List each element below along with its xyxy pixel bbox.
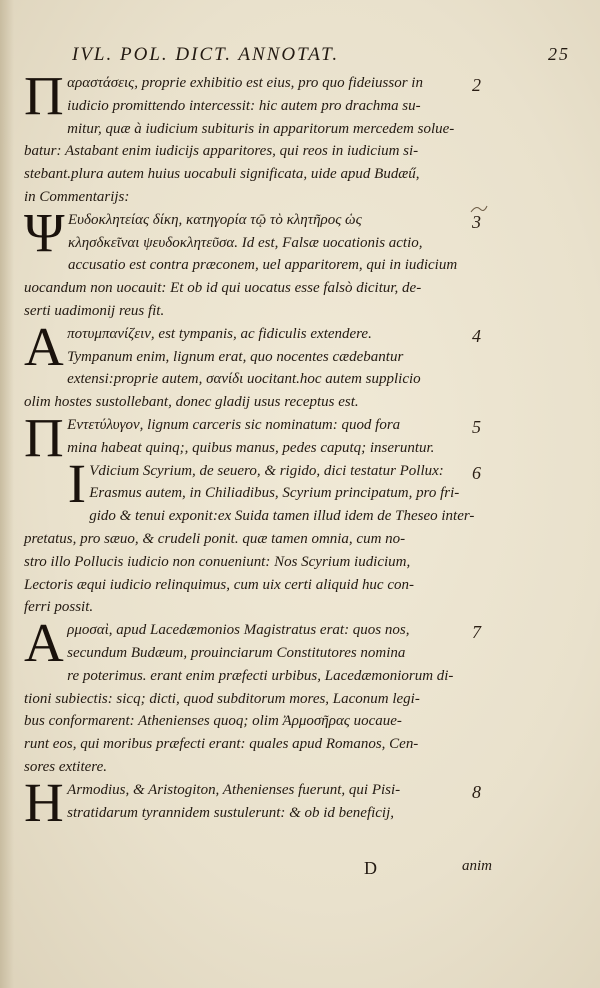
text-line: Armodius, & Aristogiton, Athenienses fuerunt, qui Pisi-	[67, 780, 401, 798]
drop-cap: A	[24, 612, 64, 674]
text-line: accusatio est contra præconem, uel apparitorem, qui in iudicium	[68, 256, 458, 274]
page-footer	[24, 858, 494, 880]
text-line: κλησδκεῖναι ψευδοκλητεῦσα. Id est, Falsæ uocationis actio,	[68, 233, 423, 251]
body-text	[24, 65, 494, 833]
drop-cap: A	[24, 315, 64, 377]
text-line: mina habeat quinq;, quibus manus, pedes caputq; inseruntur.	[67, 438, 435, 456]
text-line: Vdicium Scyrium, de seuero, & rigido, dici testatur Pollux:	[89, 461, 444, 479]
text-line: runt eos, qui moribus præfecti erant: quales apud Romanos, Cen-	[24, 735, 419, 753]
text-line: uocandum non uocauit: Et ob id qui uocatus esse falsò dicitur, de-	[24, 279, 422, 297]
text-line: mitur, quæ à iudicium subituris in apparitorum mercedem solue-	[67, 119, 455, 137]
entry	[24, 406, 494, 468]
page-gutter-shadow	[0, 0, 14, 988]
entry	[24, 612, 494, 779]
drop-cap: Π	[24, 406, 64, 468]
drop-cap: Ψ	[24, 201, 65, 263]
page-number: 25	[548, 44, 570, 64]
text-line: stro illo Pollucis iudicio non conueniunt: Nos Scyrium iudicium,	[24, 552, 411, 570]
drop-cap: Π	[24, 65, 64, 126]
text-line: re poterimus. erant enim præfecti urbibus, Lacedæmoniorum di-	[67, 666, 454, 684]
drop-cap: H	[24, 771, 64, 833]
text-line: secundum Budæum, prouinciarum Constitutores nomina	[67, 643, 406, 661]
text-line: Ευδοκλητείας δίκη, κατηγορία τῷ τὸ κλητῆρος ὡς	[68, 210, 362, 228]
margin-number: 5	[472, 416, 481, 437]
entry	[24, 452, 494, 620]
text-line: in Commentarijs:	[24, 187, 130, 205]
margin-number: 6	[472, 462, 481, 483]
text-line: iudicio promittendo intercessit: hic autem pro drachma su-	[67, 96, 421, 114]
text-line: αραστάσεις, proprie exhibitio est eius, pro quo fideiussor in	[67, 74, 423, 91]
margin-number: 2	[472, 75, 481, 95]
text-line: ποτυμπανίζειν, est tympanis, ac fidiculis extendere.	[67, 324, 372, 342]
text-line: Εντετύλυγον, lignum carceris sic nominatum: quod fora	[67, 415, 401, 433]
margin-number: 8	[472, 781, 481, 802]
entry	[24, 201, 494, 323]
text-line: tioni subiectis: sicq; dicti, quod subditorum mores, Laconum legi-	[24, 689, 420, 707]
catchword: anim	[462, 858, 492, 874]
entry	[24, 771, 494, 833]
text-line: gido & tenui exponit:ex Suida tamen illud idem de Theseo inter-	[89, 507, 475, 525]
text-line: sores extitere.	[24, 757, 107, 775]
running-title: IVL. POL. DICT. ANNOTAT.	[72, 44, 340, 65]
text-line: Tympanum enim, lignum erat, quo nocentes cædebantur	[67, 347, 404, 365]
text-line: Lectoris æqui iudicio relinquimus, cum uix certi aliquid huc con-	[24, 575, 414, 593]
signature-mark: D	[364, 858, 377, 878]
text-line: stebant.plura autem huius uocabuli significata, uide apud Budæű,	[24, 165, 420, 183]
text-line: batur: Astabant enim iudicijs apparitores, qui reos in iudicium si-	[24, 142, 419, 160]
margin-number: 7	[472, 622, 481, 643]
text-line: pretatus, pro sæuo, & crudeli ponit. quæ tamen omnia, cum no-	[24, 529, 406, 547]
text-line: extensi:proprie autem, σανίδι uocitant.hoc autem supplicio	[67, 370, 421, 388]
text-line: stratidarum tyrannidem sustulerunt: & ob id beneficij,	[67, 803, 395, 821]
drop-cap: I	[67, 452, 87, 514]
entry	[24, 65, 494, 209]
text-line: bus conformarent: Athenienses quoq; olim Ἀρμοσῆρας uocaue-	[24, 712, 402, 730]
text-line: serti uadimonij reus fit.	[24, 301, 165, 319]
text-line: ferri possit.	[24, 598, 94, 616]
margin-number: 4	[472, 325, 481, 346]
margin-number: 3	[472, 211, 481, 232]
text-line: ρμοσαὶ, apud Lacedæmonios Magistratus erat: quos nos,	[67, 621, 410, 639]
text-line: Erasmus autem, in Chiliadibus, Scyrium principatum, pro fri-	[89, 484, 460, 502]
ink-flourish-icon	[470, 204, 488, 214]
text-line: olim hostes sustollebant, donec gladij usus receptus est.	[24, 393, 359, 411]
entry	[24, 315, 494, 414]
running-header	[64, 44, 570, 70]
